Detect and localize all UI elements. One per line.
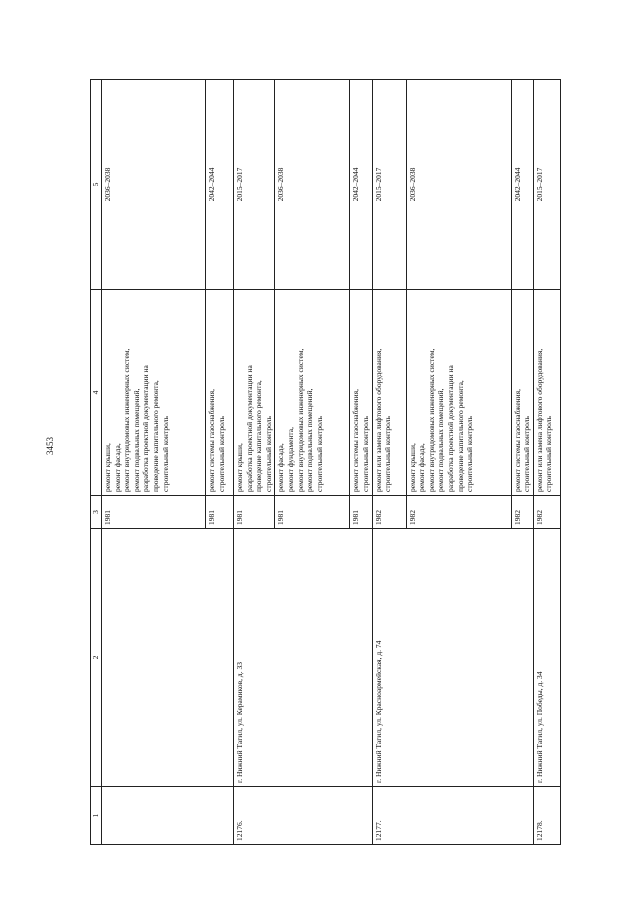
period-cell: 2036–2038 — [406, 80, 511, 290]
works-cell — [350, 290, 372, 496]
rotated-table-area — [90, 80, 554, 845]
work-item: строительный контроль — [544, 416, 554, 492]
works-cell — [406, 290, 511, 496]
work-item: ремонт системы газоснабжения, — [512, 388, 522, 492]
works-cell — [234, 290, 275, 496]
work-item: строительный контроль — [522, 416, 532, 492]
column-header: 4 — [91, 290, 102, 496]
object-number-cell: 12178. — [533, 787, 560, 845]
work-item: ремонт крыши, — [407, 443, 417, 492]
column-header: 1 — [91, 787, 102, 845]
period-cell: 2015–2017 — [234, 80, 275, 290]
table-row — [533, 80, 560, 845]
year-built-cell: 1982 — [533, 496, 560, 529]
period-cell: 2036–2038 — [102, 80, 206, 290]
work-item: ремонт подвальных помещений, — [131, 388, 141, 492]
work-item: ремонт фасада, — [417, 443, 427, 492]
works-cell — [533, 290, 560, 496]
work-item: разработка проектной документации на — [244, 365, 254, 492]
column-number-row — [91, 80, 102, 845]
work-item: ремонт внутридомовых инженерных систем, — [295, 348, 305, 492]
column-header: 3 — [91, 496, 102, 529]
work-item: ремонт подвальных помещений, — [305, 388, 315, 492]
works-cell — [275, 290, 350, 496]
repair-schedule-table — [90, 79, 561, 845]
period-cell: 2036–2038 — [275, 80, 350, 290]
work-item: проведение капитального ремонта, — [150, 380, 160, 492]
period-cell: 2042–2044 — [511, 80, 533, 290]
year-built-cell: 1981 — [275, 496, 350, 529]
object-number-cell: 12176. — [234, 787, 373, 845]
period-cell: 2015–2017 — [533, 80, 560, 290]
period-cell: 2042–2044 — [206, 80, 234, 290]
work-item: строительный контроль — [263, 416, 273, 492]
column-header: 5 — [91, 80, 102, 290]
object-number-cell — [102, 787, 234, 845]
work-item: строительный контроль — [314, 416, 324, 492]
work-item: ремонт внутридомовых инженерных систем, — [426, 348, 436, 492]
address-cell: г. Нижний Тагил, ул. Керамиков, д. 33 — [234, 529, 373, 787]
table-row — [102, 80, 206, 845]
year-built-cell: 1982 — [511, 496, 533, 529]
table-row — [372, 80, 406, 845]
work-item: проведение капитального ремонта, — [455, 380, 465, 492]
table-row — [234, 80, 275, 845]
work-item: ремонт фундамента, — [285, 427, 295, 492]
works-cell — [511, 290, 533, 496]
work-item: ремонт или замена лифтового оборудования, — [373, 348, 383, 492]
work-item: строительный контроль — [160, 416, 170, 492]
page-number: 3453 — [45, 437, 55, 455]
address-cell: г. Нижний Тагил, ул. Победы, д. 34 — [533, 529, 560, 787]
period-cell: 2015–2017 — [372, 80, 406, 290]
work-item: ремонт или замена лифтового оборудования, — [534, 348, 544, 492]
work-item: строительный контроль — [383, 416, 393, 492]
works-cell — [206, 290, 234, 496]
work-item: ремонт внутридомовых инженерных систем, — [122, 348, 132, 492]
work-item: строительный контроль — [216, 416, 226, 492]
work-item: ремонт крыши, — [235, 443, 244, 492]
table-canvas — [90, 80, 554, 845]
work-item: ремонт крыши, — [103, 443, 112, 492]
work-item: ремонт системы газоснабжения, — [207, 388, 216, 492]
work-item: ремонт фасада, — [112, 443, 122, 492]
year-built-cell: 1981 — [234, 496, 275, 529]
period-cell: 2042–2044 — [350, 80, 372, 290]
object-number-cell: 12177. — [372, 787, 533, 845]
column-header: 2 — [91, 529, 102, 787]
year-built-cell: 1982 — [372, 496, 406, 529]
address-cell: г. Нижний Тагил, ул. Красноармейская, д. 74 — [372, 529, 533, 787]
work-item: ремонт фасада, — [276, 443, 286, 492]
year-built-cell: 1982 — [406, 496, 511, 529]
address-cell — [102, 529, 234, 787]
work-item: строительный контроль — [465, 416, 475, 492]
work-item: ремонт системы газоснабжения, — [351, 388, 361, 492]
work-item: строительный контроль — [360, 416, 370, 492]
works-cell — [102, 290, 206, 496]
work-item: разработка проектной документации на — [445, 365, 455, 492]
year-built-cell: 1981 — [206, 496, 234, 529]
table-body — [91, 80, 561, 845]
year-built-cell: 1981 — [350, 496, 372, 529]
work-item: проведение капитального ремонта, — [254, 380, 264, 492]
works-cell — [372, 290, 406, 496]
work-item: ремонт подвальных помещений, — [436, 388, 446, 492]
year-built-cell: 1981 — [102, 496, 206, 529]
work-item: разработка проектной документации на — [141, 365, 151, 492]
